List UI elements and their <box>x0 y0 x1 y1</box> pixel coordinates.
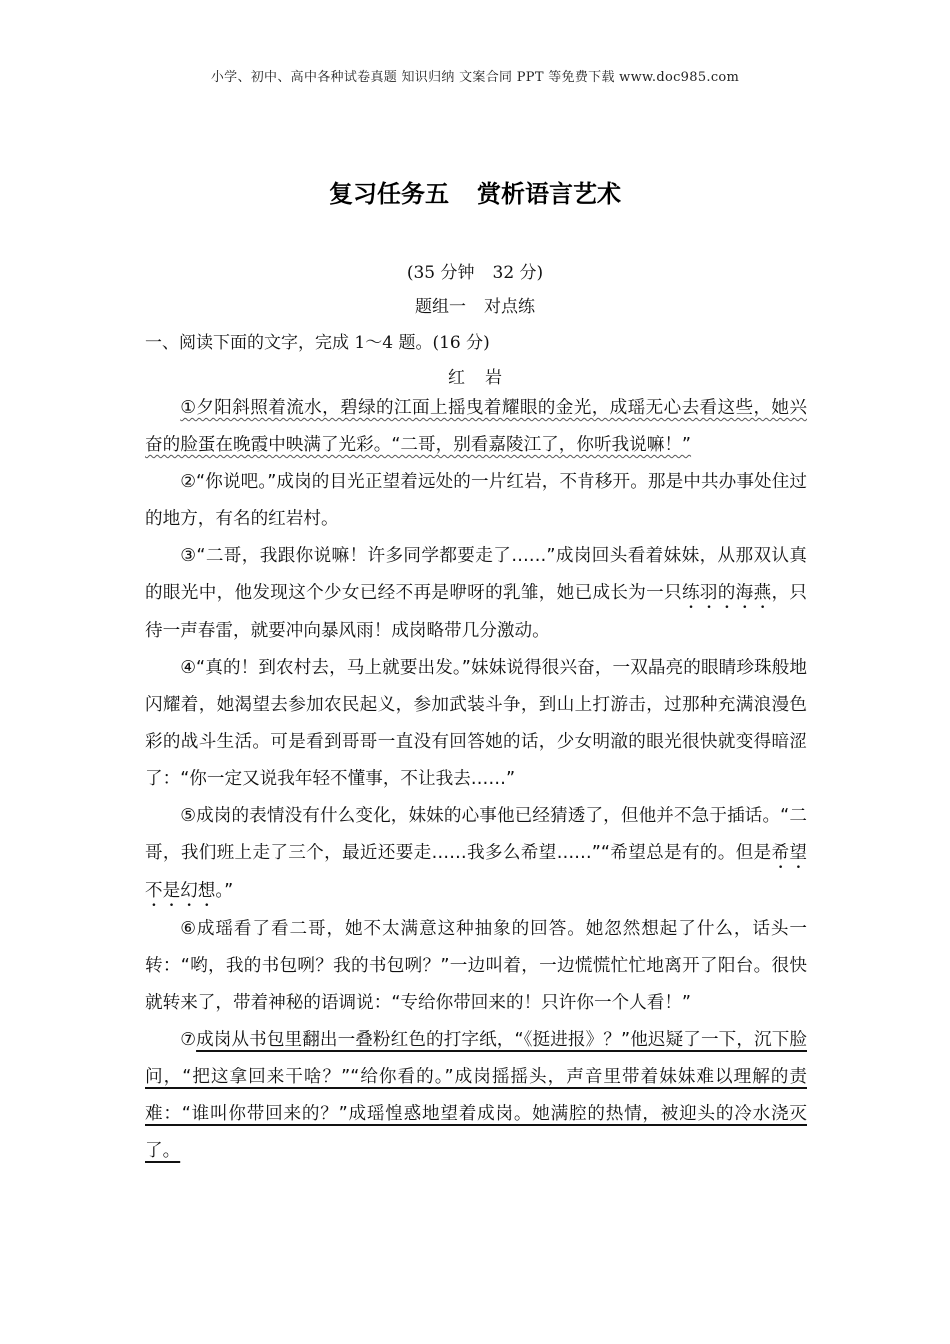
title-part-2: 赏析语言艺术 <box>477 179 621 208</box>
wavy-underlined-text: ①夕阳斜照着流水，碧绿的江面上摇曳着耀眼的金光，成瑶无心去看这些，她兴奋的脸蛋在晚霞中映满了光彩。“二哥，别看嘉陵江了，你听我说嘛！” <box>145 398 807 455</box>
paragraph-5-text-a: ⑤成岗的表情没有什么变化，妹妹的心事他已经猜透了，但他并不急于插话。“二哥，我们班上走了三个，最近还要走……我多么希望……”“希望总是有的。但是 <box>145 806 807 863</box>
paragraph-3-text-b: ，只待一声春雷，就要冲向暴风雨！成岗略带几分激动。 <box>145 583 807 641</box>
paragraph-4: ④“真的！到农村去，马上就要出发。”妹妹说得很兴奋，一双晶亮的眼睛珍珠般地闪耀着，她渴望去参加农民起义，参加武装斗争，到山上打游击，过那种充满浪漫色彩的战斗生活。可是看到哥哥一直没有回答她的话，少女明澈的眼光很快就变得暗涩了：“你一定又说我年轻不懂事，不让我去……” <box>145 658 807 789</box>
site-watermark-header: 小学、初中、高中各种试卷真题 知识归纳 文案合同 PPT 等免费下载 www.doc985.com <box>210 70 740 85</box>
paragraph-5 <box>145 798 807 911</box>
paragraph-3 <box>145 538 807 650</box>
dotted-emphasis-phrase-1: 练羽的海燕 <box>681 583 772 603</box>
dotted-emphasis-phrase-2: 希望不是幻想 <box>145 843 807 901</box>
paragraph-1 <box>145 390 807 464</box>
paragraph-7-number: ⑦ <box>180 1030 197 1050</box>
story-body <box>145 390 807 1170</box>
story-title-char-2: 岩 <box>485 368 502 388</box>
paragraph-6: ⑥成瑶看了看二哥，她不太满意这种抽象的回答。她忽然想起了什么，话头一转：“哟，我的书包咧？我的书包咧？”一边叫着，一边慌慌忙忙地离开了阳台。很快就转来了，带着神秘的语调说：“专给你带回来的！只许你一个人看！” <box>145 919 807 1013</box>
time-limit: (35 分钟 <box>406 263 475 283</box>
story-title-char-1: 红 <box>448 368 465 388</box>
page-title <box>0 174 950 209</box>
story-title <box>0 363 950 388</box>
paragraph-2: ②“你说吧。”成岗的目光正望着远处的一片红岩，不肯移开。那是中共办事处住过的地方，有名的红岩村。 <box>145 472 807 529</box>
question-group-heading <box>0 292 950 317</box>
underlined-passage: 成岗从书包里翻出一叠粉红色的打字纸，“《挺进报》？”他迟疑了一下，沉下脸问，“把这拿回来干啥？”“给你看的。”成岗摇摇头，声音里带着妹妹难以理解的责难：“谁叫你带回来的？”成瑶惶惑地望着成岗。她满腔的热情，被迎头的冷水浇灭了。 <box>145 1030 807 1161</box>
total-score: 32 分) <box>492 263 544 283</box>
title-part-1: 复习任务五 <box>329 179 449 208</box>
paragraph-3-text-a: ③“二哥，我跟你说嘛！许多同学都要走了……”成岗回头看着妹妹，从那双认真的眼光中，他发现这个少女已经不再是咿呀的乳雏，她已成长为一只 <box>145 546 807 603</box>
group-label: 题组一 <box>415 297 466 317</box>
group-type: 对点练 <box>484 297 535 317</box>
reading-instruction: 一、阅读下面的文字，完成 1～4 题。(16 分) <box>145 333 490 353</box>
paragraph-5-text-b: 。” <box>215 881 234 901</box>
time-score <box>0 258 950 283</box>
paragraph-7 <box>145 1022 807 1170</box>
